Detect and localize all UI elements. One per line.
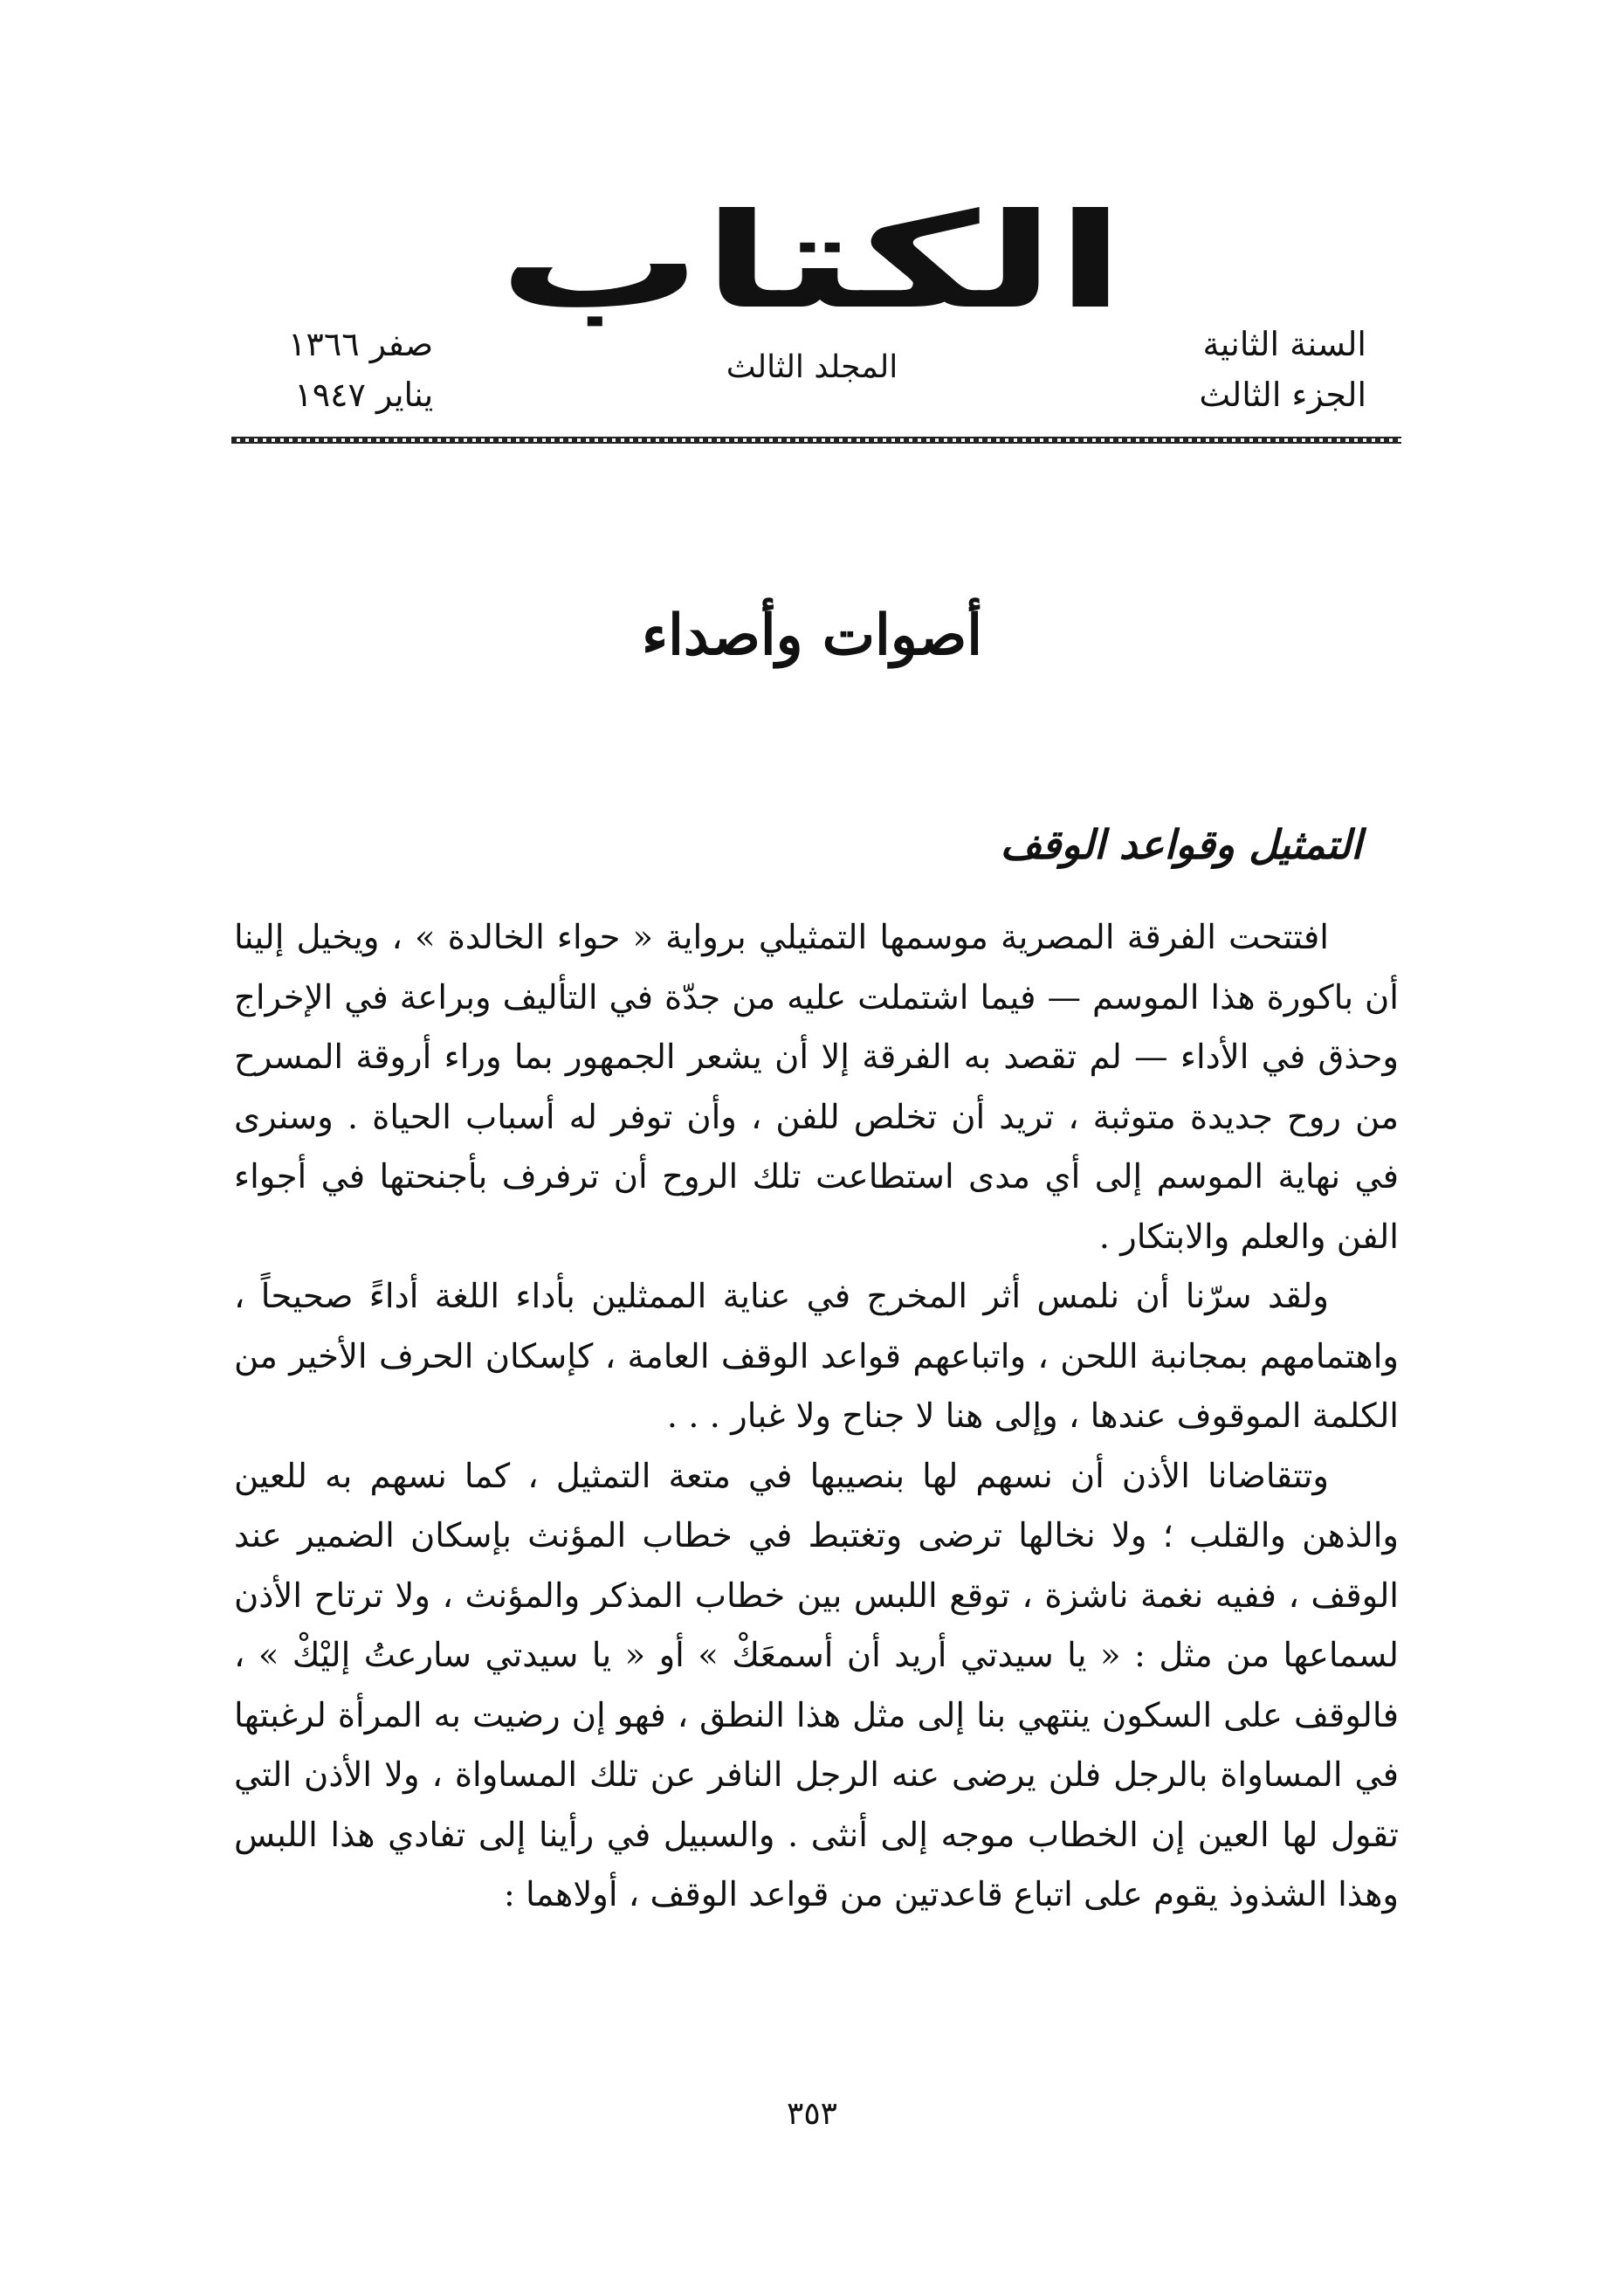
article-body <box>234 908 1399 1926</box>
paragraph: ولقد سرّنا أن نلمس أثر المخرج في عناية الممثلين بأداء اللغة أداءً صحيحاً ، واهتمامهم بمجانبة اللحن ، واتباعهم قواعد الوقف العامة ، كإسكان الحرف الأخير من الكلمة الموقوف عندها ، وإلى هنا لا جناح ولا غبار . . . <box>234 1277 1399 1436</box>
article-subheading: التمثيل وقواعد الوقف <box>1000 821 1362 868</box>
issue-info-left <box>288 319 433 420</box>
paragraph: وتتقاضانا الأذن أن نسهم لها بنصيبها في متعة التمثيل ، كما نسهم به للعين والذهن والقلب ؛ ولا نخالها ترضى وتغتبط في خطاب المؤنث بإسكان الضمير عند الوقف ، ففيه نغمة ناشزة ، توقع اللبس بين خطاب المذكر والمؤنث ، ولا ترتاح الأذن لسماعها من مثل : « يا سيدتي أريد أن أسمعَكْ » أو « يا سيدتي سارعتُ إليْكْ » ، فالوقف على السكون ينتهي بنا إلى مثل هذا النطق ، فهو إن رضيت به المرأة لرغبتها في المساواة بالرجل فلن يرضى عنه الرجل النافر عن تلك المساواة ، ولا الأذن التي تقول لها العين إن الخطاب موجه إلى أنثى . والسبيل في رأينا إلى تفادي هذا اللبس وهذا الشذوذ يقوم على اتباع قاعدتين من قواعد الوقف ، أولاهما : <box>234 1456 1399 1914</box>
year-label: السنة الثانية <box>1202 325 1366 363</box>
paragraph: افتتحت الفرقة المصرية موسمها التمثيلي برواية « حواء الخالدة » ، ويخيل إلينا أن باكورة هذا الموسم — فيما اشتملت عليه من جدّة في التأليف وبراعة في الإخراج وحذق في الأداء — لم تقصد به الفرقة إلا أن يشعر الجمهور بما وراء أروقة المسرح من روح جديدة متوثبة ، تريد أن تخلص للفن ، وأن توفر له أسباب الحياة . وسنرى في نهاية الموسم إلى أي مدى استطاعت تلك الروح أن ترفرف بأجنحتها في أجواء الفن والعلم والابتكار . <box>234 918 1399 1257</box>
part-label: الجزء الثالث <box>1199 376 1366 414</box>
gregorian-date: يناير ١٩٤٧ <box>294 376 434 414</box>
hijri-date: صفر ١٣٦٦ <box>288 325 434 363</box>
masthead-divider <box>231 437 1401 444</box>
journal-logo: الكتاب <box>498 186 1126 338</box>
volume-label: المجلد الثالث <box>726 349 898 385</box>
masthead <box>0 188 1624 336</box>
page-number: ٣٥٣ <box>786 2096 837 2132</box>
section-title: أصوات وأصداء <box>642 603 982 668</box>
